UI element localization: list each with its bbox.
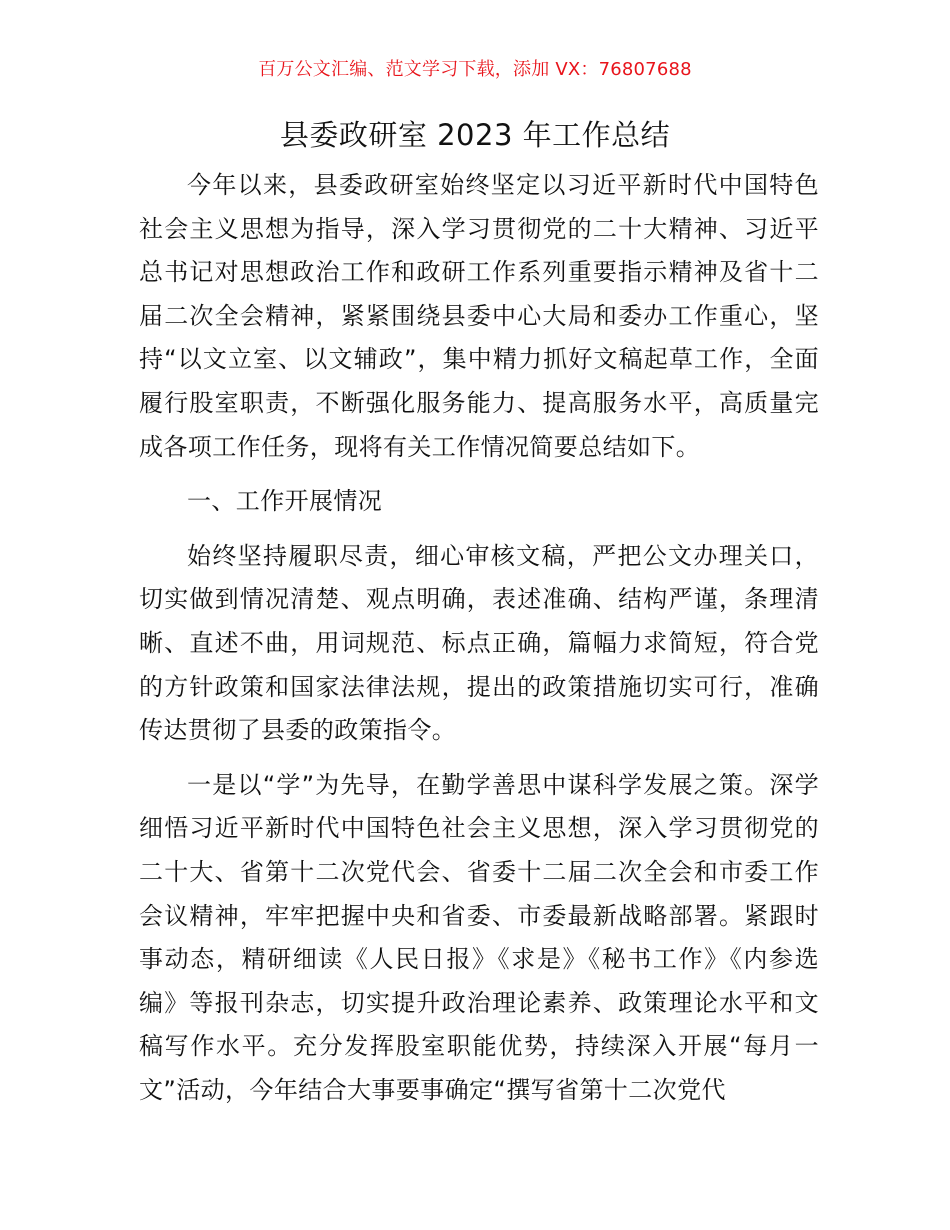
document-body: [139, 164, 819, 1112]
watermark-text: 百万公文汇编、范文学习下载，添加 VX：76807688: [258, 59, 692, 80]
body-paragraph: 始终坚持履职尽责，细心审核文稿，严把公文办理关口，切实做到情况清楚、观点明确，表述准确、结构严谨，条理清晰、直述不曲，用词规范、标点正确，篇幅力求简短，符合党的方针政策和国家法律法规，提出的政策措施切实可行，准确传达贯彻了县委的政策指令。: [139, 541, 819, 745]
intro-paragraph: 今年以来，县委政研室始终坚定以习近平新时代中国特色社会主义思想为指导，深入学习贯彻党的二十大精神、习近平总书记对思想政治工作和政研工作系列重要指示精神及省十二届二次全会精神，紧紧围绕县委中心大局和委办工作重心，坚持“以文立室、以文辅政”，集中精力抓好文稿起草工作，全面履行股室职责，不断强化服务能力、提高服务水平，高质量完成各项工作任务，现将有关工作情况简要总结如下。: [139, 171, 819, 461]
document-title: 县委政研室 2023 年工作总结: [279, 118, 671, 152]
body-paragraph: 一是以“学”为先导，在勤学善思中谋科学发展之策。深学细悟习近平新时代中国特色社会主义思想，深入学习贯彻党的二十大、省第十二次党代会、省委十二届二次全会和市委工作会议精神，牢牢把握中央和省委、市委最新战略部署。紧跟时事动态，精研细读《人民日报》《求是》《秘书工作》《内参选编》等报刊杂志，切实提升政治理论素养、政策理论水平和文稿写作水平。充分发挥股室职能优势，持续深入开展“每月一文”活动，今年结合大事要事确定“撰写省第十二次党代: [139, 770, 819, 1104]
section-heading: 一、工作开展情况: [187, 487, 383, 516]
